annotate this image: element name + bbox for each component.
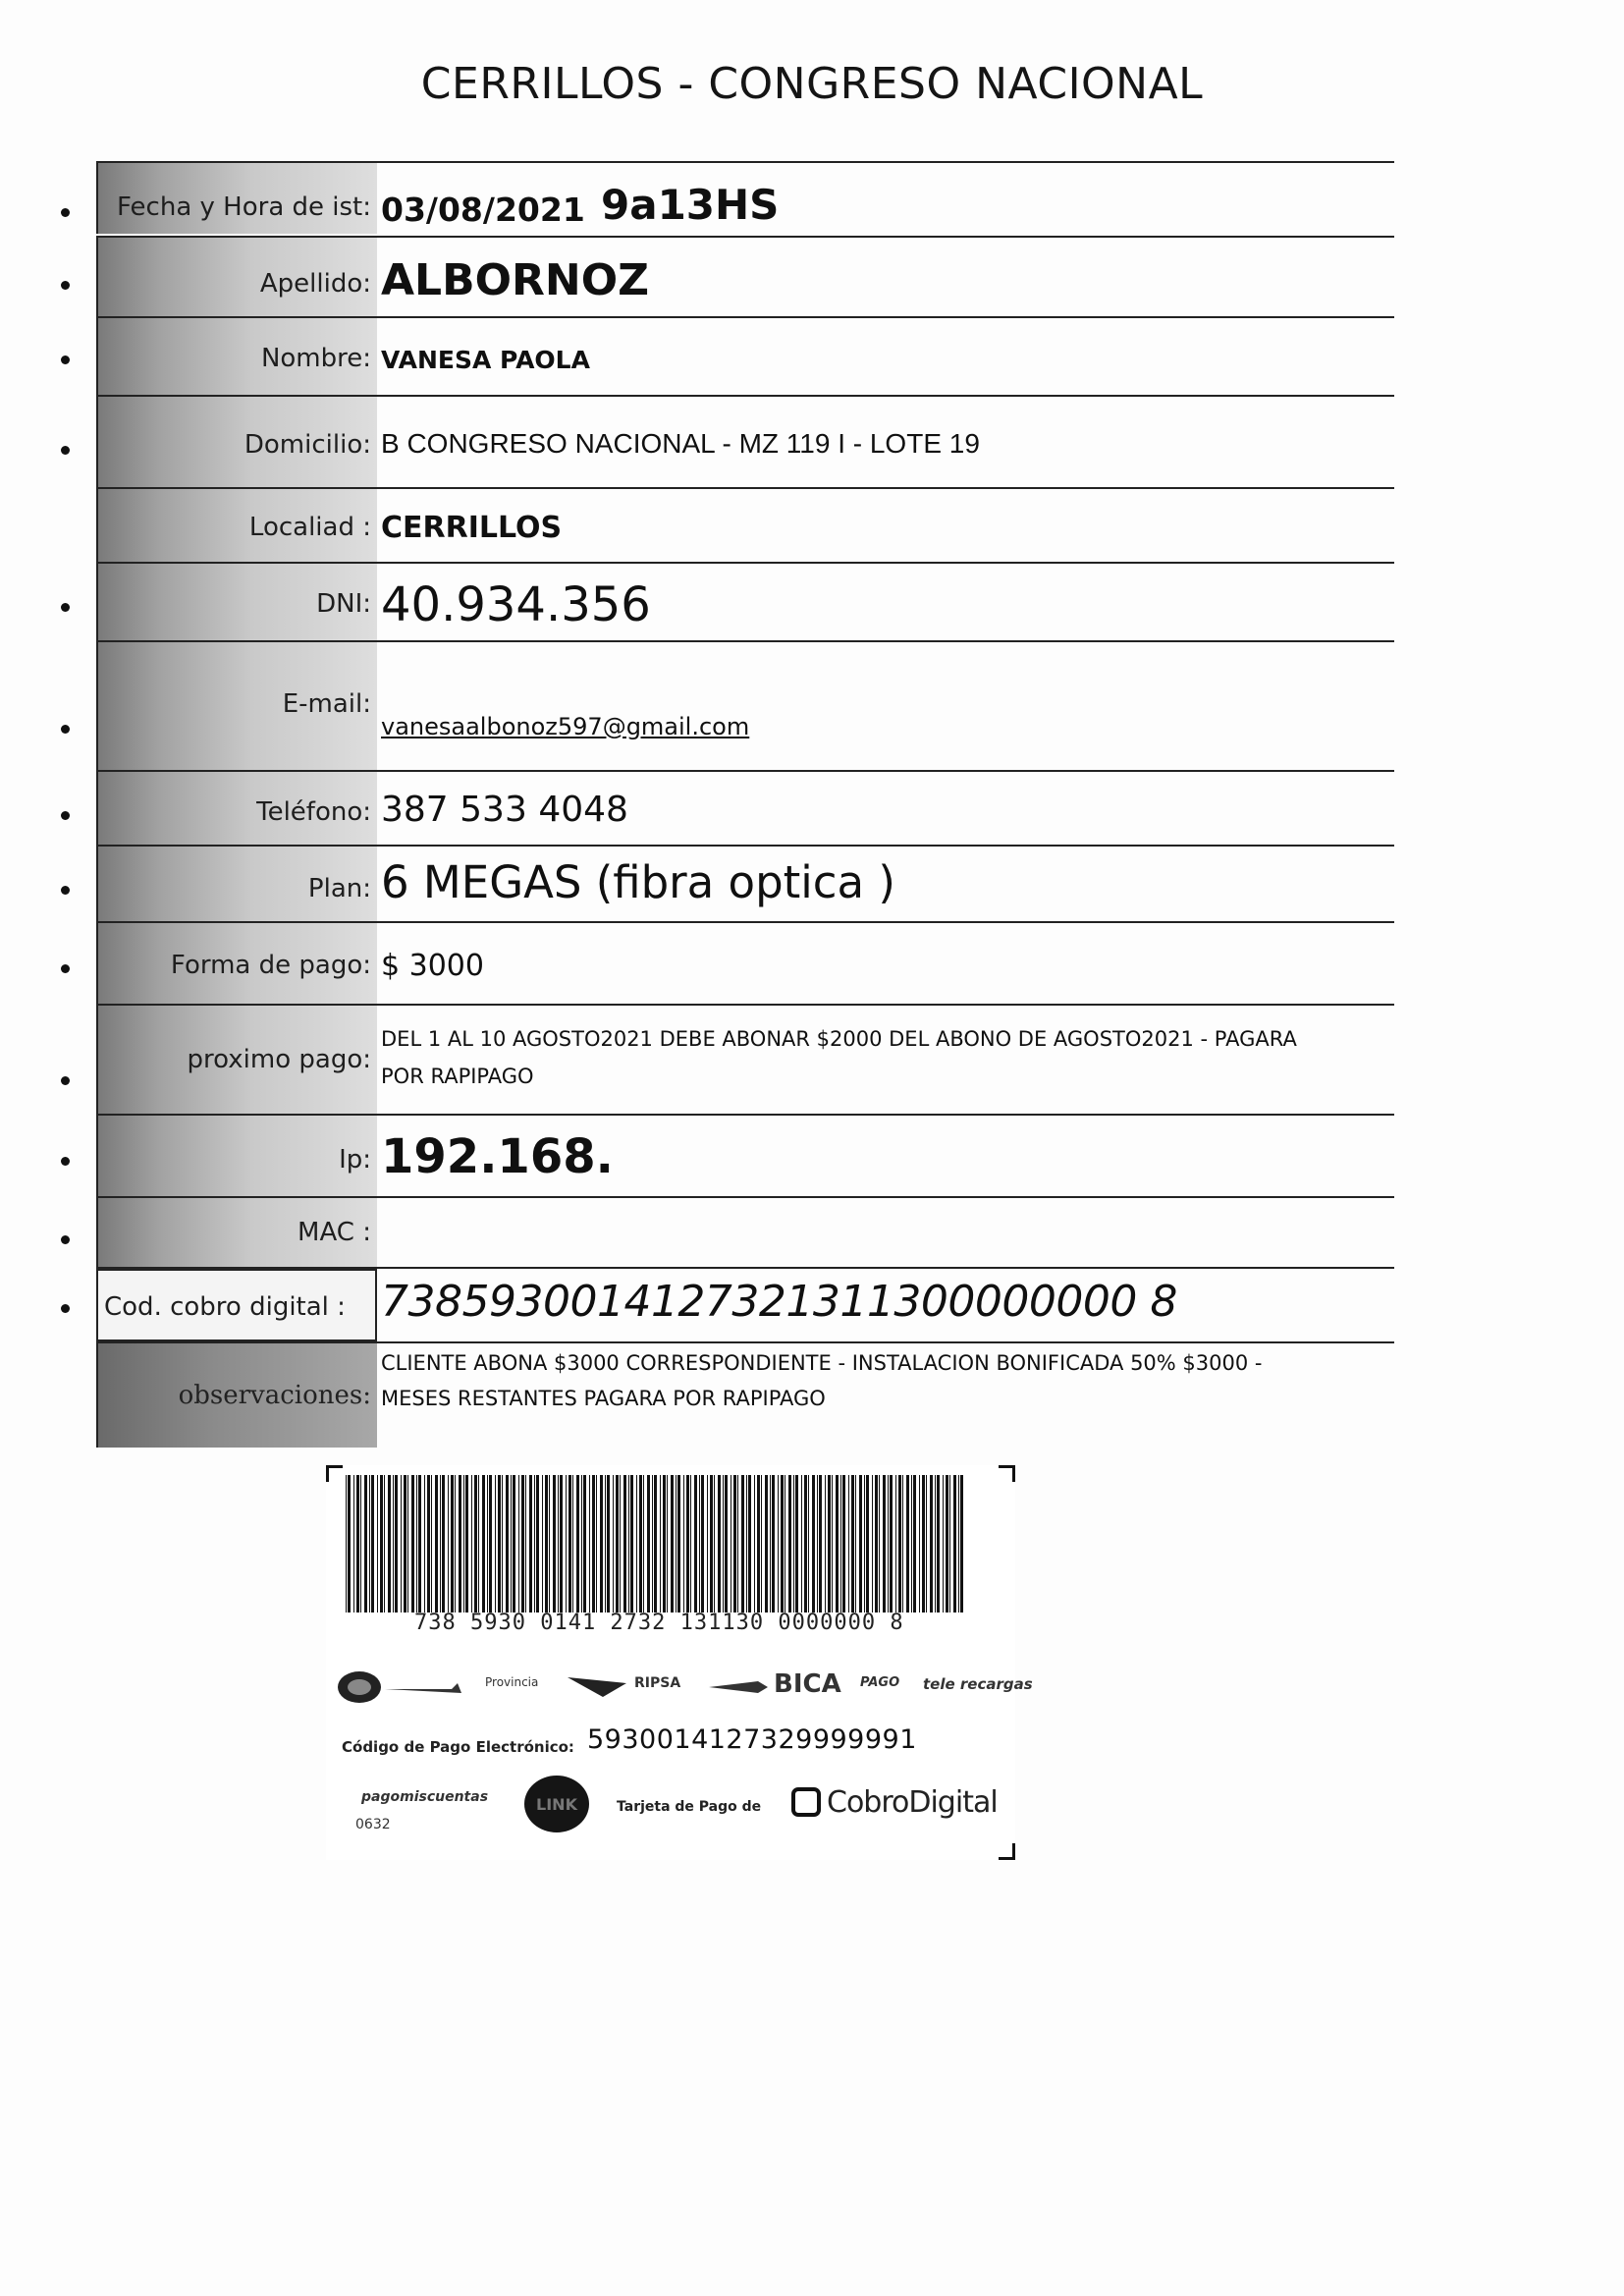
barcode-bar: [801, 1475, 802, 1613]
barcode-bar: [804, 1475, 807, 1613]
barcode-bar: [922, 1475, 925, 1613]
barcode-bar: [613, 1475, 614, 1613]
barcode-bar: [465, 1475, 468, 1613]
barcode-bar: [943, 1475, 944, 1613]
label-cell: [96, 489, 377, 562]
bullet: [61, 1304, 70, 1313]
codigo-pago-value: 5930014127329999991: [587, 1724, 917, 1755]
barcode-bar: [660, 1475, 661, 1613]
barcode-bar: [754, 1475, 755, 1613]
barcode-bar: [647, 1475, 650, 1613]
value-email[interactable]: vanesaalbonoz597@gmail.com: [381, 713, 750, 740]
barcode-bar: [718, 1475, 721, 1613]
barcode-bar: [572, 1475, 573, 1613]
barcode-bar: [471, 1475, 472, 1613]
value-dni: 40.934.356: [381, 577, 651, 632]
barcode-bar: [529, 1475, 532, 1613]
barcode-bar: [536, 1475, 539, 1613]
barcode-bar: [506, 1475, 509, 1613]
label-proximo-pago: proximo pago:: [187, 1045, 371, 1074]
barcode-bar: [583, 1475, 586, 1613]
label-cell: [96, 397, 377, 487]
barcode-bar: [953, 1475, 956, 1613]
barcode-bar: [348, 1475, 351, 1613]
value-hora: 9a13HS: [601, 181, 780, 229]
corner-mark: [999, 1465, 1015, 1482]
barcode-bar: [495, 1475, 496, 1613]
barcode-bar: [677, 1475, 680, 1613]
barcode-bar: [812, 1475, 815, 1613]
value-plan: 6 MEGAS (fibra optica ): [381, 856, 895, 908]
barcode-bar: [424, 1475, 425, 1613]
barcode-bar: [596, 1475, 597, 1613]
row-fecha: [0, 163, 1624, 234]
bullet: [61, 1157, 70, 1166]
bullet: [61, 811, 70, 820]
codigo-pago-label: Código de Pago Electrónico:: [342, 1738, 574, 1756]
label-telefono: Teléfono:: [256, 797, 371, 827]
barcode-bar: [511, 1475, 512, 1613]
barcode-bar: [482, 1475, 485, 1613]
barcode-bar: [819, 1475, 822, 1613]
barcode-bar: [451, 1475, 454, 1613]
logo-ripsa: RIPSA: [634, 1675, 681, 1691]
barcode-bar: [616, 1475, 619, 1613]
barcode-bar: [890, 1475, 893, 1613]
barcode-bar: [960, 1475, 963, 1613]
row-mac: [0, 1198, 1624, 1267]
row-email: [0, 642, 1624, 770]
barcode-bar: [592, 1475, 595, 1613]
value-cod-cobro: 7385930014127321311300000000 8: [381, 1277, 1177, 1327]
logo-pago: PAGO: [860, 1675, 900, 1690]
barcode-bar: [859, 1475, 862, 1613]
barcode-bar: [840, 1475, 841, 1613]
barcode-bar: [699, 1475, 700, 1613]
barcode-bar: [937, 1475, 940, 1613]
barcode-bar: [418, 1475, 421, 1613]
barcode-bar: [440, 1475, 441, 1613]
barcode-bar: [913, 1475, 916, 1613]
barcode-bar: [605, 1475, 606, 1613]
barcode-bar: [737, 1475, 738, 1613]
barcode-bar: [393, 1475, 394, 1613]
label-cell: [96, 238, 377, 316]
barcode-bar: [741, 1475, 744, 1613]
barcode-bar: [946, 1475, 948, 1613]
barcode-bar: [842, 1475, 845, 1613]
barcode-bar: [690, 1475, 691, 1613]
barcode-bar: [746, 1475, 747, 1613]
label-cell: [96, 847, 377, 921]
bullet: [61, 1235, 70, 1244]
barcode-bar: [581, 1475, 582, 1613]
barcode-bar: [667, 1475, 668, 1613]
barcode-bar: [518, 1475, 519, 1613]
label-dni: DNI:: [316, 589, 371, 619]
barcode-bar: [902, 1475, 903, 1613]
barcode-bar: [395, 1475, 398, 1613]
barcode-bar: [600, 1475, 603, 1613]
barcode-bar: [866, 1475, 869, 1613]
value-proximo-pago-line2: POR RAPIPAGO: [381, 1065, 534, 1088]
barcode-bar: [828, 1475, 831, 1613]
barcode-bar: [459, 1475, 461, 1613]
barcode-bar: [836, 1475, 839, 1613]
tarjeta-label: Tarjeta de Pago de: [617, 1799, 762, 1815]
barcode-bar: [478, 1475, 479, 1613]
cobrodigital-brand: CobroDigital: [827, 1785, 998, 1820]
payment-coupon: [326, 1465, 1033, 1860]
row-ip: [0, 1116, 1624, 1196]
label-cell: [96, 1006, 377, 1114]
barcode-bar: [911, 1475, 912, 1613]
label-cell: [96, 642, 377, 770]
barcode-bar: [788, 1475, 791, 1613]
label-cell: [96, 318, 377, 395]
value-telefono: 387 533 4048: [381, 790, 628, 830]
bullet: [61, 603, 70, 612]
row-telefono: [0, 772, 1624, 845]
barcode-bar: [883, 1475, 886, 1613]
barcode-bar: [401, 1475, 402, 1613]
barcode-bar: [694, 1475, 697, 1613]
barcode-bar: [733, 1475, 736, 1613]
barcode-number: 738 5930 0141 2732 131130 0000000 8: [414, 1611, 904, 1635]
label-domicilio: Domicilio:: [244, 430, 371, 460]
barcode-bar: [723, 1475, 724, 1613]
logo-provincia: Provincia: [485, 1675, 539, 1689]
barcode-bar: [958, 1475, 959, 1613]
barcode-bar: [772, 1475, 775, 1613]
barcode-bar: [701, 1475, 704, 1613]
barcode-bar: [895, 1475, 896, 1613]
barcode-bar: [356, 1475, 359, 1613]
barcode-bar: [879, 1475, 880, 1613]
cobrodigital-icon: [791, 1787, 821, 1817]
barcode-bar: [549, 1475, 550, 1613]
barcode-bar: [474, 1475, 477, 1613]
label-cell: [96, 564, 377, 640]
barcode-bar: [825, 1475, 826, 1613]
barcode-bar: [346, 1475, 347, 1613]
barcode-bar: [761, 1475, 762, 1613]
barcode-bar: [663, 1475, 666, 1613]
barcode-bar: [407, 1475, 408, 1613]
label-mac: MAC :: [298, 1218, 371, 1247]
label-cod-cobro: Cod. cobro digital :: [104, 1292, 346, 1322]
pagomiscuentas-logo: pagomiscuentas: [361, 1789, 489, 1805]
barcode-bar: [568, 1475, 571, 1613]
value-fecha: 03/08/2021: [381, 191, 585, 229]
barcode-bar: [542, 1475, 543, 1613]
barcode-bar: [765, 1475, 768, 1613]
barcode-bar: [683, 1475, 684, 1613]
label-plan: Plan:: [307, 874, 371, 903]
label-cell: [96, 1116, 377, 1196]
barcode-bar: [589, 1475, 590, 1613]
barcode-bar: [427, 1475, 430, 1613]
arrow-logo-icon: [709, 1677, 768, 1697]
value-ip: 192.168.: [381, 1129, 614, 1184]
barcode-bar: [781, 1475, 784, 1613]
barcode-bar: [832, 1475, 833, 1613]
barcode-bar: [636, 1475, 637, 1613]
bullet: [61, 725, 70, 734]
barcode-bar: [725, 1475, 728, 1613]
value-nombre: VANESA PAOLA: [381, 346, 590, 374]
value-forma-pago: $ 3000: [381, 949, 484, 983]
bullet: [61, 446, 70, 455]
barcode-bar: [431, 1475, 432, 1613]
barcode-bar: [795, 1475, 798, 1613]
value-domicilio: B CONGRESO NACIONAL - MZ 119 I - LOTE 19: [381, 428, 980, 459]
row-localidad: [0, 489, 1624, 562]
barcode-bar: [380, 1475, 383, 1613]
barcode-bar: [525, 1475, 526, 1613]
barcode-bar: [628, 1475, 629, 1613]
barcode-bar: [576, 1475, 579, 1613]
barcode-bar: [489, 1475, 492, 1613]
barcode-bar: [463, 1475, 464, 1613]
barcode-bar: [545, 1475, 548, 1613]
barcode-bar: [935, 1475, 936, 1613]
barcode-bar: [487, 1475, 488, 1613]
barcode-bar: [817, 1475, 818, 1613]
barcode-bar: [643, 1475, 644, 1613]
barcode-bar: [630, 1475, 633, 1613]
barcode-bar: [369, 1475, 370, 1613]
barcode-bar: [558, 1475, 559, 1613]
label-forma-pago: Forma de pago:: [170, 951, 371, 980]
corner-mark: [999, 1843, 1015, 1860]
label-observaciones: observaciones:: [178, 1381, 371, 1410]
barcode-bar: [898, 1475, 901, 1613]
barcode-bar: [864, 1475, 865, 1613]
barcode-bar: [566, 1475, 567, 1613]
barcode-bar: [448, 1475, 449, 1613]
label-ip: Ip:: [339, 1145, 371, 1175]
barcode-bar: [872, 1475, 873, 1613]
bullet: [61, 964, 70, 973]
barcode-bar: [553, 1475, 556, 1613]
barcode-bar: [388, 1475, 391, 1613]
barcode-bar: [851, 1475, 854, 1613]
label-cell: [96, 163, 377, 234]
barcode-bar: [502, 1475, 503, 1613]
value-localidad: CERRILLOS: [381, 511, 563, 545]
label-cell: [96, 772, 377, 845]
barcode-bar: [513, 1475, 515, 1613]
barcode-bar: [671, 1475, 674, 1613]
barcode-bar: [353, 1475, 354, 1613]
label-nombre: Nombre:: [260, 344, 371, 373]
barcode-bar: [930, 1475, 933, 1613]
barcode-bar: [560, 1475, 563, 1613]
row-cod-cobro: [0, 1269, 1624, 1341]
label-cell: [96, 923, 377, 1004]
barcode-bar: [607, 1475, 610, 1613]
value-apellido: ALBORNOZ: [381, 255, 650, 305]
label-cell: [96, 1269, 377, 1341]
value-proximo-pago-line1: DEL 1 AL 10 AGOSTO2021 DEBE ABONAR $2000 DEL ABONO DE AGOSTO2021 - PAGARA: [381, 1027, 1297, 1051]
barcode-bar: [377, 1475, 378, 1613]
bullet: [61, 886, 70, 895]
barcode-bar: [770, 1475, 771, 1613]
value-observaciones-line2: MESES RESTANTES PAGARA POR RAPIPAGO: [381, 1387, 826, 1410]
barcode-bar: [919, 1475, 920, 1613]
barcode-bar: [442, 1475, 445, 1613]
row-observaciones: [0, 1343, 1624, 1448]
barcode-bar: [360, 1475, 361, 1613]
barcode-bar: [364, 1475, 367, 1613]
barcode-bar: [748, 1475, 751, 1613]
barcode-bar: [639, 1475, 642, 1613]
barcode-bar: [926, 1475, 927, 1613]
flag-logo-icon: [568, 1673, 626, 1701]
page-title: CERRILLOS - CONGRESO NACIONAL: [420, 59, 1204, 109]
row-dni: [0, 564, 1624, 640]
label-apellido: Apellido:: [259, 269, 371, 299]
barcode-bar: [455, 1475, 456, 1613]
barcode-bar: [652, 1475, 653, 1613]
barcode-bar: [875, 1475, 878, 1613]
label-cell: [96, 1198, 377, 1267]
row-nombre: [0, 318, 1624, 395]
row-plan: [0, 847, 1624, 921]
bullet: [61, 208, 70, 217]
bullet: [61, 281, 70, 290]
logo-bica: BICA: [774, 1669, 841, 1699]
barcode-bar: [623, 1475, 626, 1613]
barcode-bar: [411, 1475, 414, 1613]
barcode-bar: [714, 1475, 715, 1613]
barcode-bar: [435, 1475, 438, 1613]
barcode-bar: [404, 1475, 406, 1613]
barcode-bar: [498, 1475, 501, 1613]
value-observaciones-line1: CLIENTE ABONA $3000 CORRESPONDIENTE - INSTALACION BONIFICADA 50% $3000 -: [381, 1351, 1263, 1375]
bullet: [61, 355, 70, 364]
barcode-bar: [416, 1475, 417, 1613]
row-domicilio: [0, 397, 1624, 487]
barcode-bar: [534, 1475, 535, 1613]
row-apellido: [0, 238, 1624, 316]
barcode-bar: [808, 1475, 809, 1613]
barcode-bar: [710, 1475, 713, 1613]
label-cell: [96, 1343, 377, 1448]
bullet: [61, 1076, 70, 1085]
barcode-bar: [371, 1475, 374, 1613]
barcode-bar: [778, 1475, 779, 1613]
payment-logos: [336, 1667, 1033, 1711]
barcode-bar: [906, 1475, 909, 1613]
barcode-bar: [848, 1475, 849, 1613]
barcode-bar: [620, 1475, 621, 1613]
link-logo: LINK: [524, 1776, 589, 1832]
row-proximo-pago: [0, 1006, 1624, 1114]
rapipago-logo-icon: [336, 1667, 483, 1707]
barcode-bar: [686, 1475, 689, 1613]
label-email: E-mail:: [282, 689, 371, 719]
barcode-bar: [888, 1475, 889, 1613]
barcode-bar: [521, 1475, 524, 1613]
barcode-bar: [384, 1475, 385, 1613]
logo-telerecargas: tele recargas: [923, 1675, 1033, 1693]
barcode-bar: [707, 1475, 708, 1613]
label-fecha: Fecha y Hora de ist:: [117, 192, 371, 222]
row-forma-pago: [0, 923, 1624, 1004]
label-localidad: Localiad :: [248, 513, 371, 542]
barcode-bar: [855, 1475, 856, 1613]
barcode-bar: [793, 1475, 794, 1613]
barcode: [344, 1475, 968, 1613]
barcode-bar: [757, 1475, 760, 1613]
corner-mark: [326, 1465, 343, 1482]
barcode-bar: [654, 1475, 657, 1613]
barcode-bar: [676, 1475, 677, 1613]
small-code: 0632: [355, 1817, 391, 1832]
barcode-bar: [949, 1475, 950, 1613]
